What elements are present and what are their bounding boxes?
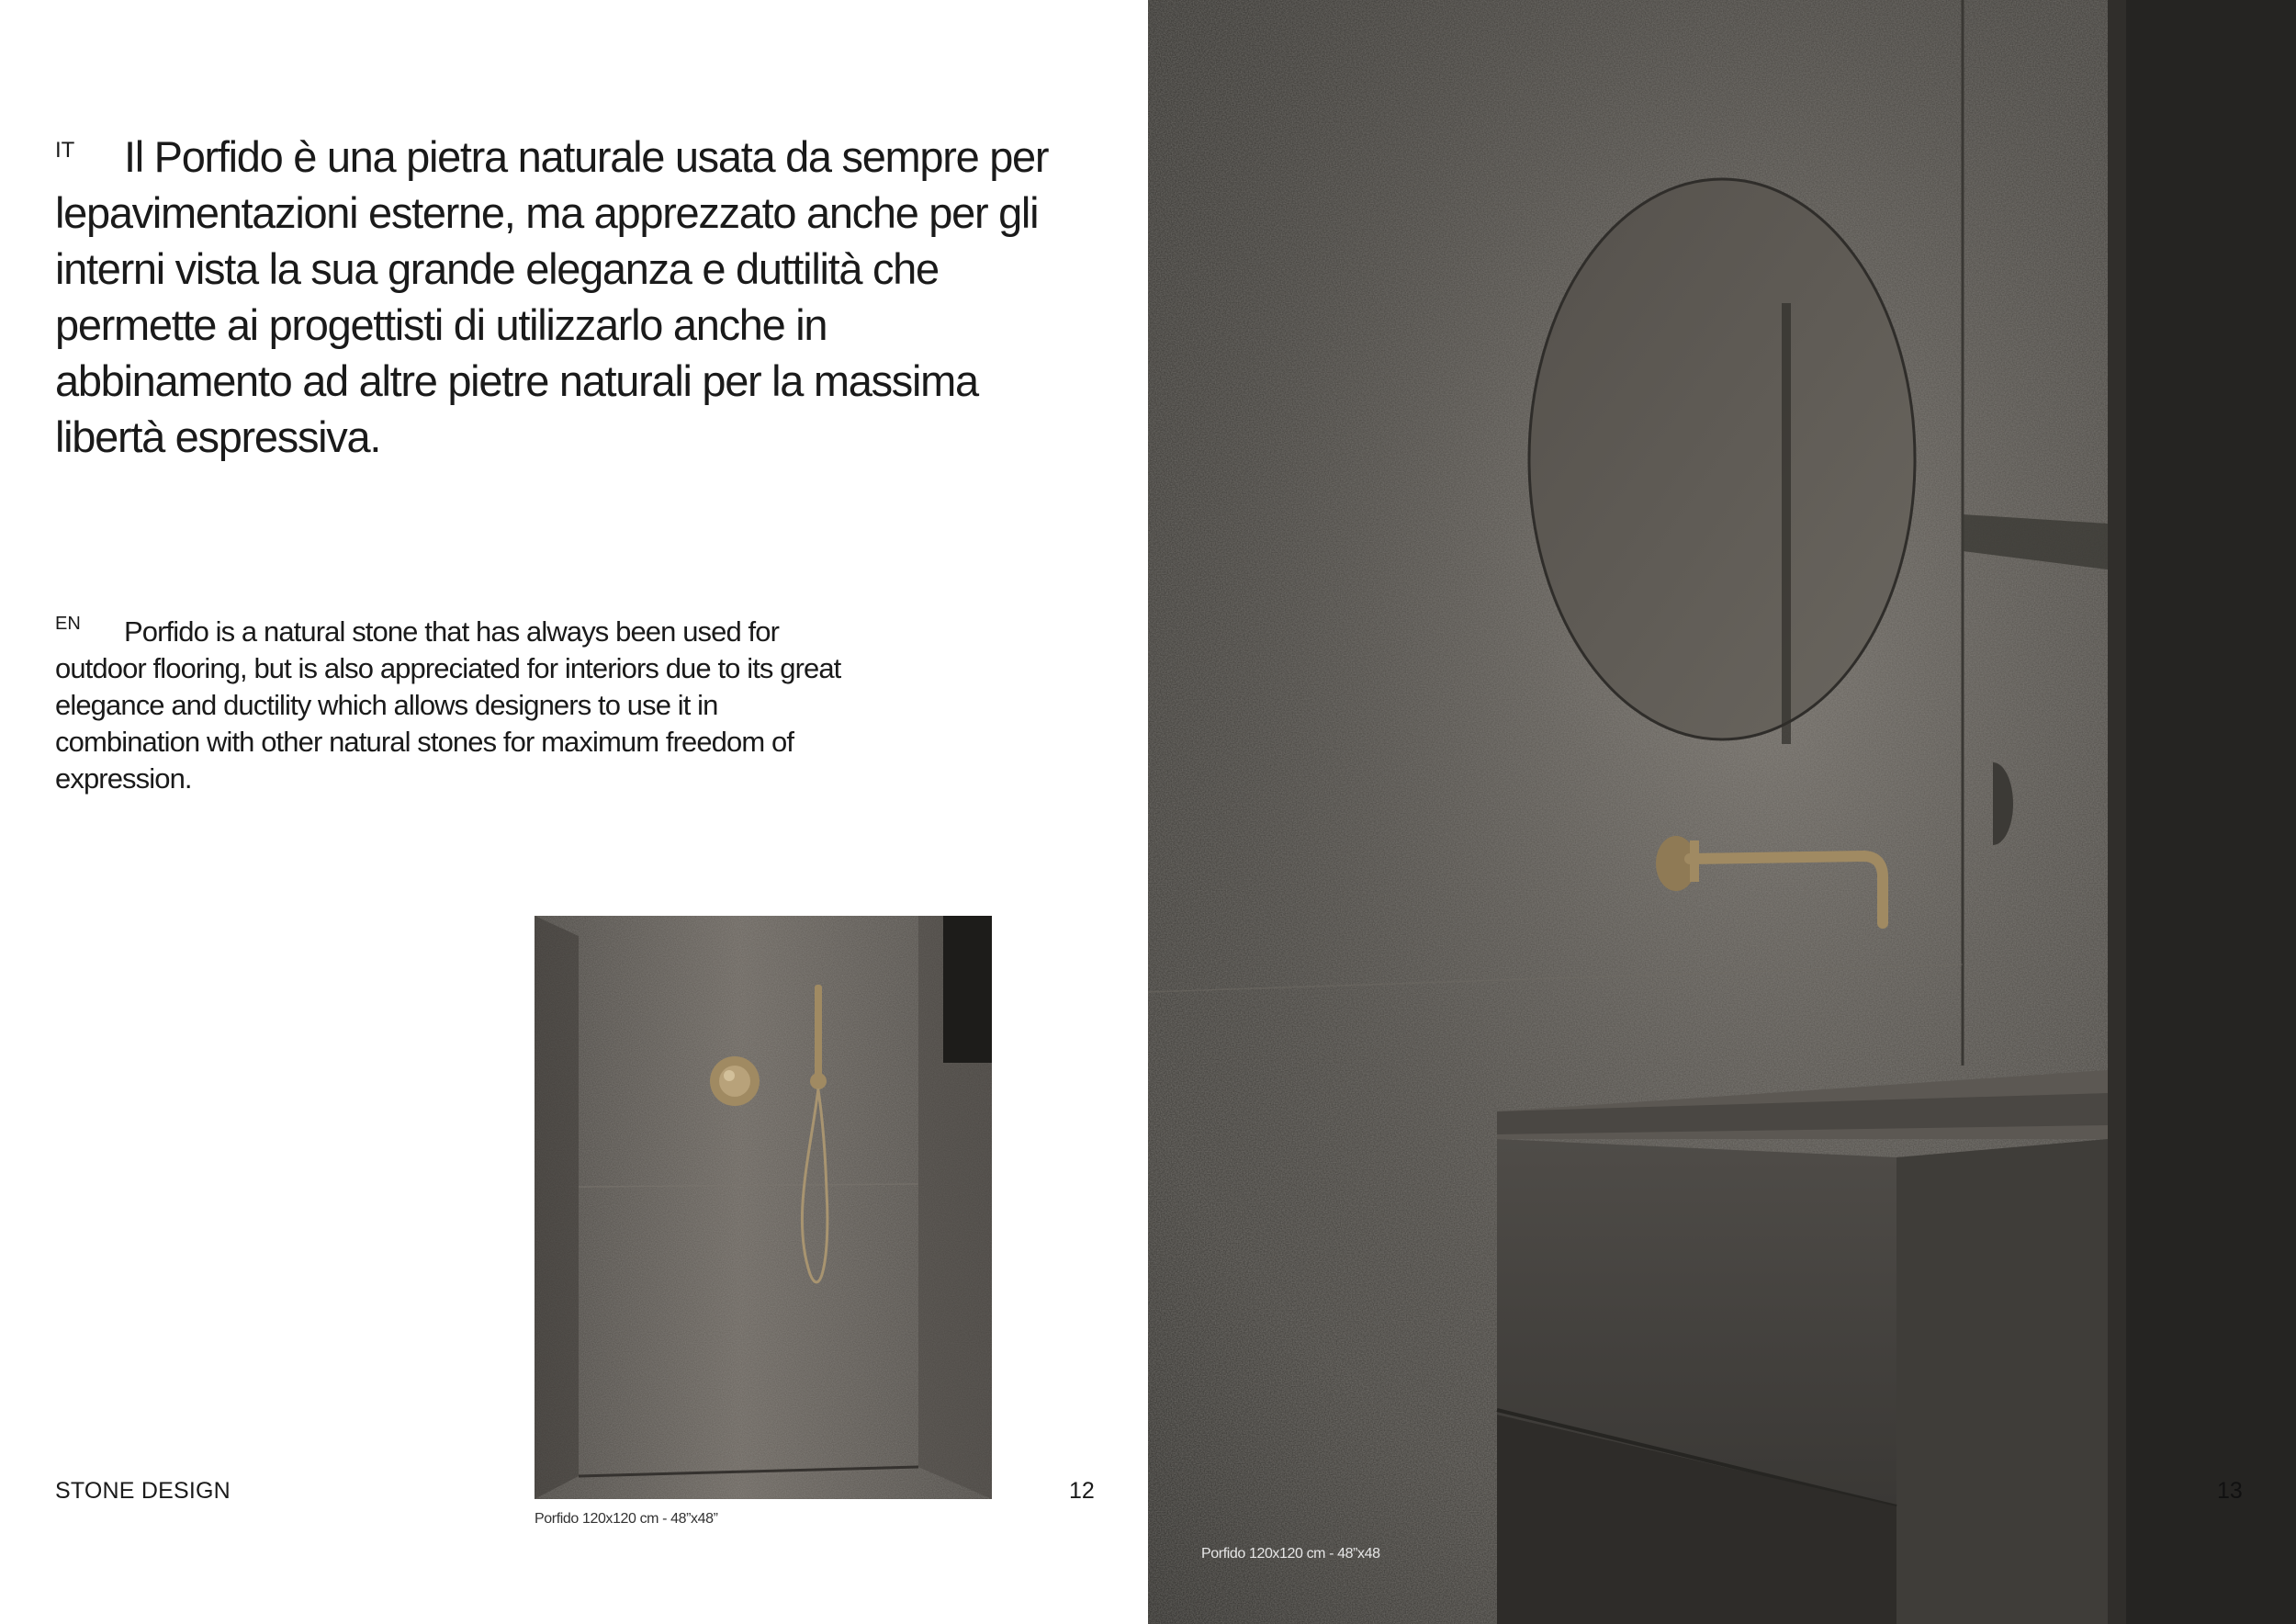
right-page [1148,0,2296,1624]
sink-photo [1148,0,2296,1624]
paragraph-english-text: Porfido is a natural stone that has always been used for outdoor flooring, but is also appreciated for interiors due to its great elegance and ductility which allows designers to use it in combination with other natural stones for maximum freedom of expression. [55,615,841,795]
paragraph-italian [55,129,1065,465]
paragraph-italian-text: Il Porfido è una pietra naturale usata da sempre per lepavimentazioni esterne, ma apprezzato anche per gli interni vista la sua grande eleganza e duttilità che permette ai progettisti di utilizzarlo anche in abbinamento ad altre pietre naturali per la massima libertà espressiva. [55,132,1049,461]
sink-photo-caption: Porfido 120x120 cm - 48”x48 [1201,1546,1380,1562]
paragraph-english [55,614,845,797]
page-number-right: 13 [2217,1478,2243,1504]
page-number-left: 12 [1069,1478,1095,1504]
lang-code-it: IT [55,138,75,163]
shower-photo [535,916,992,1499]
shower-photo-caption: Porfido 120x120 cm - 48”x48” [535,1511,718,1527]
lang-code-en: EN [55,614,81,634]
footer-brand: STONE DESIGN [55,1478,231,1504]
